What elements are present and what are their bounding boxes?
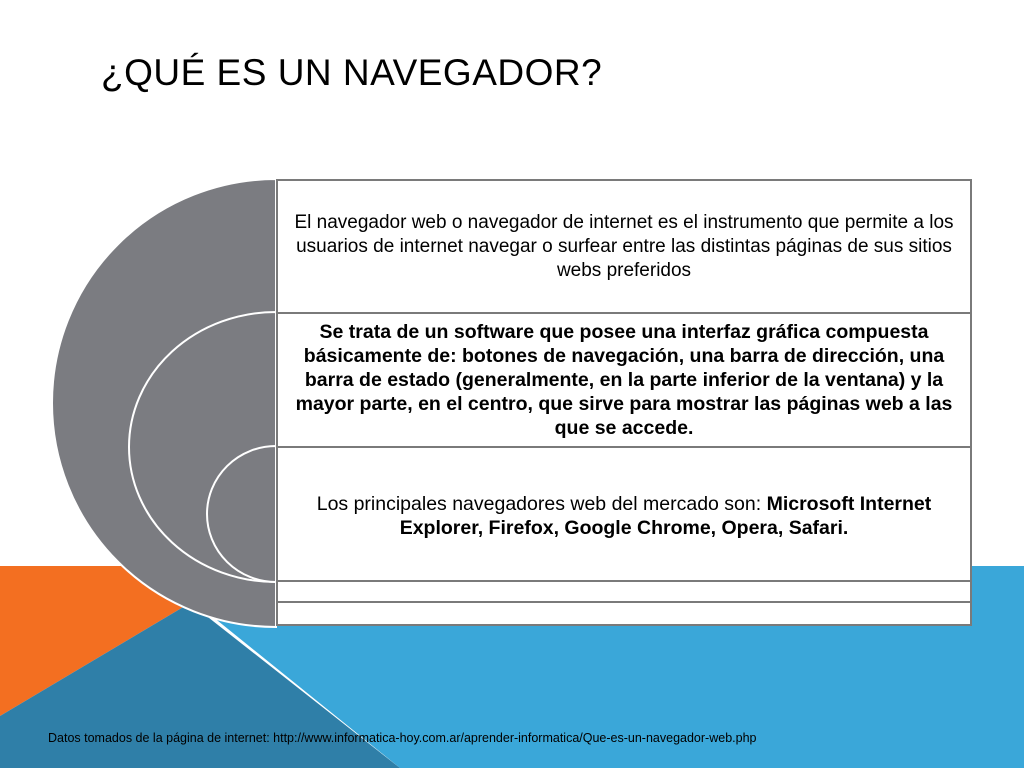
main-browsers-text (278, 492, 970, 540)
slide-title: ¿QUÉ ES UN NAVEGADOR? (101, 52, 603, 93)
definition-text: El navegador web o navegador de internet es el instrumento que permite a los usuarios de internet navegar o surfear entre las distintas páginas de sus sitios webs preferidos (294, 211, 954, 281)
main-browsers-list: Microsoft Internet Explorer, Firefox, Google Chrome, Opera, Safari. (399, 493, 932, 539)
main-browsers-prefix: Los principales navegadores web del mercado son: (316, 493, 767, 515)
definition-box (276, 179, 972, 314)
source-citation: Datos tomados de la página de internet: http://www.informatica-hoy.com.ar/aprender-informatica/Que-es-un-navegador-web.php (48, 731, 757, 745)
main-browsers-box (276, 446, 972, 582)
empty-box-1 (276, 580, 972, 603)
software-description-text: Se trata de un software que posee una interfaz gráfica compuesta básicamente de: botones de navegación, una barra de dirección, una barra de estado (generalmente, en la parte inferior de la ventana) y la mayor parte, en el centro, que sirve para mostrar las páginas web a las que se accede. (295, 321, 953, 439)
software-description-box (276, 312, 972, 448)
empty-box-2 (276, 601, 972, 626)
